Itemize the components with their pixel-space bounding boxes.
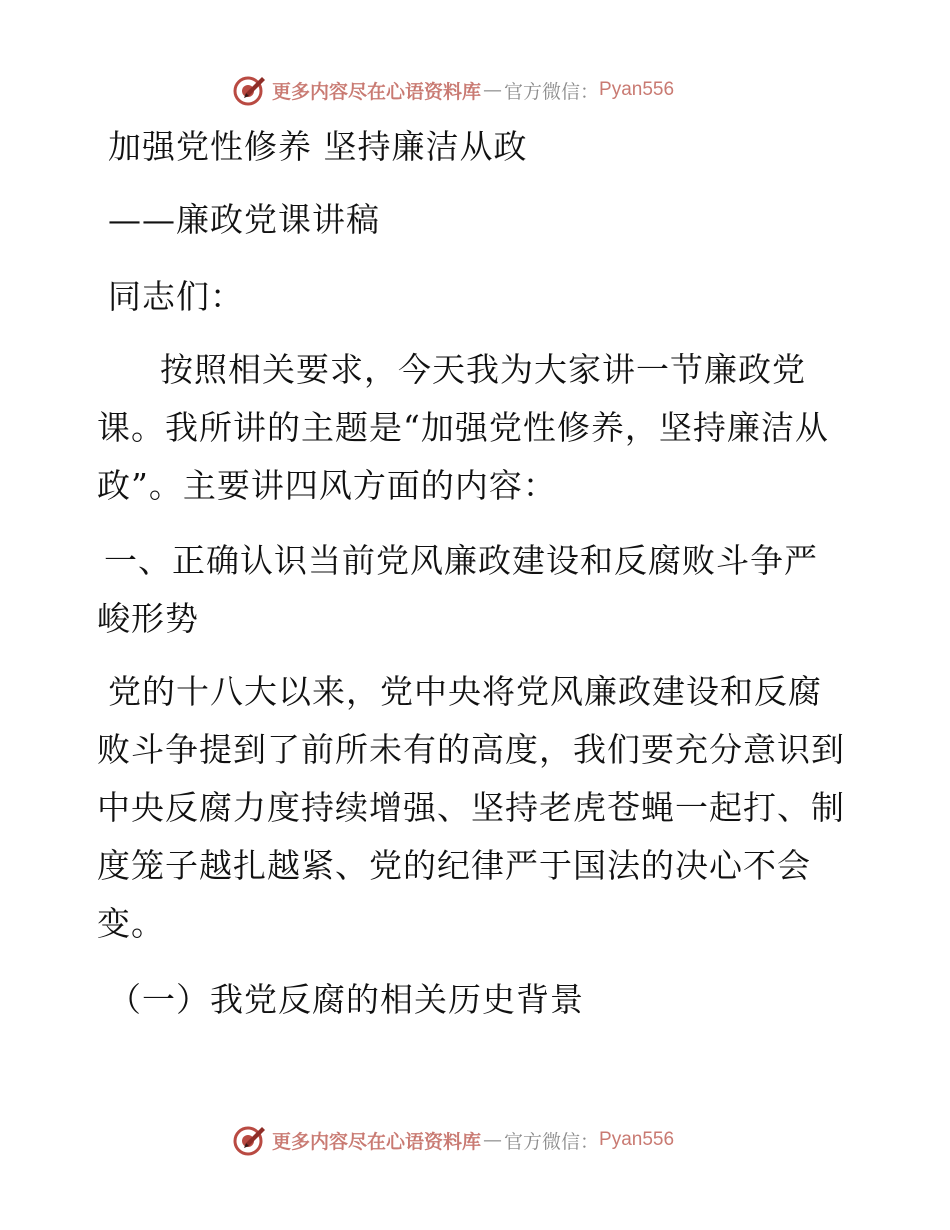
paragraph-line: 败斗争提到了前所未有的高度，我们要充分意识到 bbox=[97, 730, 845, 769]
watermark-site-name: 更多内容尽在心语资料库 bbox=[272, 80, 482, 103]
paragraph-line: 变。 bbox=[97, 904, 165, 943]
document-title: 加强党性修养 坚持廉洁从政 bbox=[108, 127, 528, 166]
watermark-account-id: Pyan556 bbox=[599, 79, 675, 100]
watermark-account-id: Pyan556 bbox=[599, 1129, 675, 1150]
watermark-site-name: 更多内容尽在心语资料库 bbox=[272, 1130, 482, 1153]
greeting: 同志们： bbox=[108, 277, 244, 316]
paragraph-line: 中央反腐力度持续增强、坚持老虎苍蝇一起打、制 bbox=[97, 788, 845, 827]
header-watermark bbox=[232, 72, 674, 108]
paragraph-line: 党的十八大以来，党中央将党风廉政建设和反腐 bbox=[108, 672, 822, 711]
watermark-separator: — bbox=[483, 79, 503, 101]
section-heading-line: 峻形势 bbox=[97, 599, 199, 638]
document-subtitle: ——廉政党课讲稿 bbox=[108, 200, 380, 239]
paragraph-line: 度笼子越扎越紧、党的纪律严于国法的决心不会 bbox=[97, 846, 811, 885]
paragraph-line: 政”。主要讲四风方面的内容： bbox=[97, 466, 557, 505]
watermark-separator: — bbox=[483, 1129, 503, 1151]
pen-logo-icon bbox=[232, 1123, 266, 1157]
pen-logo-icon bbox=[232, 73, 266, 107]
watermark-account-label: 官方微信： bbox=[504, 1130, 600, 1153]
paragraph-line: 按照相关要求，今天我为大家讲一节廉政党 bbox=[160, 350, 806, 389]
section-heading-line: 一、正确认识当前党风廉政建设和反腐败斗争严 bbox=[104, 541, 818, 580]
watermark-account-label: 官方微信： bbox=[504, 80, 600, 103]
paragraph-line: 课。我所讲的主题是“加强党性修养，坚持廉洁从 bbox=[97, 408, 829, 447]
footer-watermark bbox=[232, 1122, 674, 1158]
subsection-heading: （一）我党反腐的相关历史背景 bbox=[108, 980, 584, 1019]
